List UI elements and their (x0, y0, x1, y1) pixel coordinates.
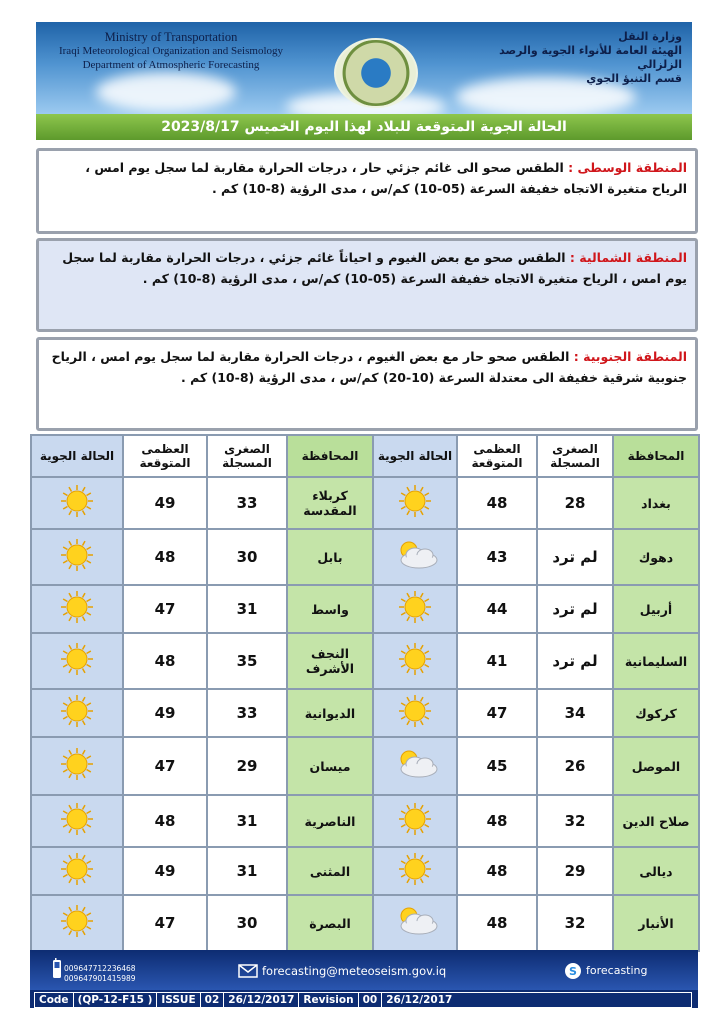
province-name: السليمانية (613, 633, 699, 689)
header-weather: الحالة الجوية (31, 435, 123, 477)
header-weather: الحالة الجوية (373, 435, 457, 477)
table-row (31, 689, 699, 737)
sun-icon (389, 609, 441, 628)
sun-icon (51, 503, 103, 522)
bulletin-page (30, 16, 698, 1008)
letterhead-arabic (462, 30, 682, 86)
province-name: أربيل (613, 585, 699, 633)
min-temp: 33 (207, 477, 287, 529)
ministry-name-en: Ministry of Transportation (104, 30, 238, 44)
phone-number: 009647712236468 (64, 964, 136, 973)
table-row (31, 529, 699, 585)
issue-number: 02 (201, 993, 225, 1007)
table-row (31, 477, 699, 529)
sun-icon (51, 557, 103, 576)
weather-cell (373, 737, 457, 795)
sun-icon (51, 661, 103, 680)
province-name: النجف الأشرف (287, 633, 373, 689)
sun-icon (389, 713, 441, 732)
header-min: الصغرى المسجلة (207, 435, 287, 477)
header-min: الصغرى المسجلة (537, 435, 613, 477)
table-row (31, 895, 699, 951)
province-name: البصرة (287, 895, 373, 951)
table-row (31, 847, 699, 895)
region-forecast: الطقس صحو الى غائم جزئي حار ، درجات الحرارة مقاربة لما سجل يوم امس ، الرياح متغيرة الاتجاه خفيفة السرعة (05-10) كم/س ، مدى الرؤية (8-10) كم . (85, 160, 687, 196)
table-header-row (31, 435, 699, 477)
header-max: العظمى المتوقعة (123, 435, 207, 477)
header-max: العظمى المتوقعة (457, 435, 537, 477)
min-temp: 33 (207, 689, 287, 737)
organization-name-ar: الهيئة العامة للأنواء الجوية والرصد الزلزالي (499, 44, 682, 71)
letterhead-banner (36, 22, 692, 114)
min-temp: 35 (207, 633, 287, 689)
phone-icon (52, 958, 62, 980)
min-temp: لم ترد (537, 529, 613, 585)
sun-icon (51, 713, 103, 732)
weather-cell (373, 585, 457, 633)
region-name: المنطقة الشمالية : (569, 250, 687, 265)
province-name: بغداد (613, 477, 699, 529)
max-temp: 48 (457, 895, 537, 951)
min-temp: 32 (537, 795, 613, 847)
forecast-table (30, 434, 700, 952)
max-temp: 48 (123, 633, 207, 689)
min-temp: 29 (537, 847, 613, 895)
province-name: كربلاء المقدسة (287, 477, 373, 529)
phone-number: 009647901415989 (64, 974, 136, 983)
sun-icon (51, 923, 103, 942)
weather-cell (31, 795, 123, 847)
bulletin-title: الحالة الجوية المتوقعة للبلاد لهذا اليوم الخميس 2023/8/17 (36, 114, 692, 140)
sun-icon (389, 821, 441, 840)
phone-numbers (64, 964, 136, 984)
province-name: الديوانية (287, 689, 373, 737)
sun-icon (51, 766, 103, 785)
region-forecast: الطقس صحو مع بعض الغيوم و احياناً غائم جزئي ، درجات الحرارة مقاربة لما سجل يوم امس ، الرياح متغيرة الاتجاه خفيفة السرعة (05-10) كم/س ، مدى الرؤية (8-10) كم . (62, 250, 687, 286)
min-temp: 31 (207, 795, 287, 847)
document-code-bar (30, 990, 698, 1008)
province-name: صلاح الدين (613, 795, 699, 847)
province-name: ميسان (287, 737, 373, 795)
region-name: المنطقة الجنوبية : (573, 349, 687, 364)
code-label: Code (35, 993, 74, 1007)
region-south (36, 337, 698, 431)
max-temp: 48 (123, 795, 207, 847)
min-temp: 26 (537, 737, 613, 795)
max-temp: 43 (457, 529, 537, 585)
max-temp: 49 (123, 477, 207, 529)
max-temp: 49 (123, 847, 207, 895)
max-temp: 49 (123, 689, 207, 737)
max-temp: 45 (457, 737, 537, 795)
weather-cell (31, 477, 123, 529)
weather-cell (373, 795, 457, 847)
weather-cell (373, 847, 457, 895)
revision-number: 00 (359, 993, 383, 1007)
header-province: المحافظة (287, 435, 373, 477)
table-row (31, 737, 699, 795)
province-name: المثنى (287, 847, 373, 895)
min-temp: 32 (537, 895, 613, 951)
max-temp: 41 (457, 633, 537, 689)
contact-footer (30, 950, 698, 990)
code-value: (QP-12-F15 ) (74, 993, 158, 1007)
organization-logo (334, 38, 418, 108)
max-temp: 47 (123, 737, 207, 795)
weather-cell (31, 847, 123, 895)
table-row (31, 633, 699, 689)
region-name: المنطقة الوسطى : (568, 160, 687, 175)
sun-behind-cloud-icon (389, 557, 441, 576)
min-temp: لم ترد (537, 585, 613, 633)
issue-label: ISSUE (157, 993, 200, 1007)
department-name-en: Department of Atmospheric Forecasting (82, 59, 260, 71)
province-name: واسط (287, 585, 373, 633)
min-temp: 34 (537, 689, 613, 737)
weather-cell (31, 585, 123, 633)
province-name: الناصرية (287, 795, 373, 847)
weather-cell (31, 895, 123, 951)
issue-date: 26/12/2017 (224, 993, 299, 1007)
sun-icon (51, 821, 103, 840)
max-temp: 47 (457, 689, 537, 737)
region-central (36, 148, 698, 234)
region-north (36, 238, 698, 332)
max-temp: 48 (123, 529, 207, 585)
organization-name-en: Iraqi Meteorological Organization and Seismology (58, 45, 284, 57)
min-temp: 30 (207, 895, 287, 951)
min-temp: 31 (207, 847, 287, 895)
weather-cell (373, 633, 457, 689)
min-temp: لم ترد (537, 633, 613, 689)
sun-icon (389, 503, 441, 522)
header-province: المحافظة (613, 435, 699, 477)
revision-label: Revision (299, 993, 358, 1007)
province-name: كركوك (613, 689, 699, 737)
table-row (31, 585, 699, 633)
weather-cell (373, 477, 457, 529)
skype-handle[interactable]: forecasting (586, 964, 648, 977)
max-temp: 44 (457, 585, 537, 633)
max-temp: 47 (123, 585, 207, 633)
region-forecast: الطقس صحو حار مع بعض الغيوم ، درجات الحرارة مقاربة لما سجل يوم امس ، الرياح جنوبية شرقية خفيفة الى معتدلة السرعة (10-20) كم/س ، مدى الرؤية (8-10) كم . (51, 349, 687, 385)
max-temp: 48 (457, 847, 537, 895)
min-temp: 28 (537, 477, 613, 529)
table-row (31, 795, 699, 847)
province-name: الأنبار (613, 895, 699, 951)
sun-icon (51, 609, 103, 628)
sun-icon (389, 871, 441, 890)
svg-text:S: S (569, 965, 577, 978)
province-name: الموصل (613, 737, 699, 795)
province-name: بابل (287, 529, 373, 585)
weather-cell (373, 529, 457, 585)
weather-cell (373, 895, 457, 951)
min-temp: 31 (207, 585, 287, 633)
weather-cell (373, 689, 457, 737)
sun-behind-cloud-icon (389, 766, 441, 785)
max-temp: 48 (457, 795, 537, 847)
min-temp: 29 (207, 737, 287, 795)
department-name-ar: قسم التنبؤ الجوي (586, 72, 682, 85)
max-temp: 48 (457, 477, 537, 529)
weather-cell (31, 737, 123, 795)
sun-icon (51, 871, 103, 890)
weather-cell (31, 529, 123, 585)
skype-icon (564, 962, 582, 980)
province-name: دهوك (613, 529, 699, 585)
weather-cell (31, 689, 123, 737)
sun-icon (389, 661, 441, 680)
min-temp: 30 (207, 529, 287, 585)
revision-date: 26/12/2017 (386, 994, 453, 1006)
sun-behind-cloud-icon (389, 923, 441, 942)
province-name: ديالى (613, 847, 699, 895)
mail-icon (238, 964, 258, 978)
contact-email[interactable]: forecasting@meteoseism.gov.iq (262, 964, 447, 978)
max-temp: 47 (123, 895, 207, 951)
ministry-name-ar: وزارة النقل (618, 30, 682, 43)
letterhead-english (46, 30, 296, 72)
weather-cell (31, 633, 123, 689)
